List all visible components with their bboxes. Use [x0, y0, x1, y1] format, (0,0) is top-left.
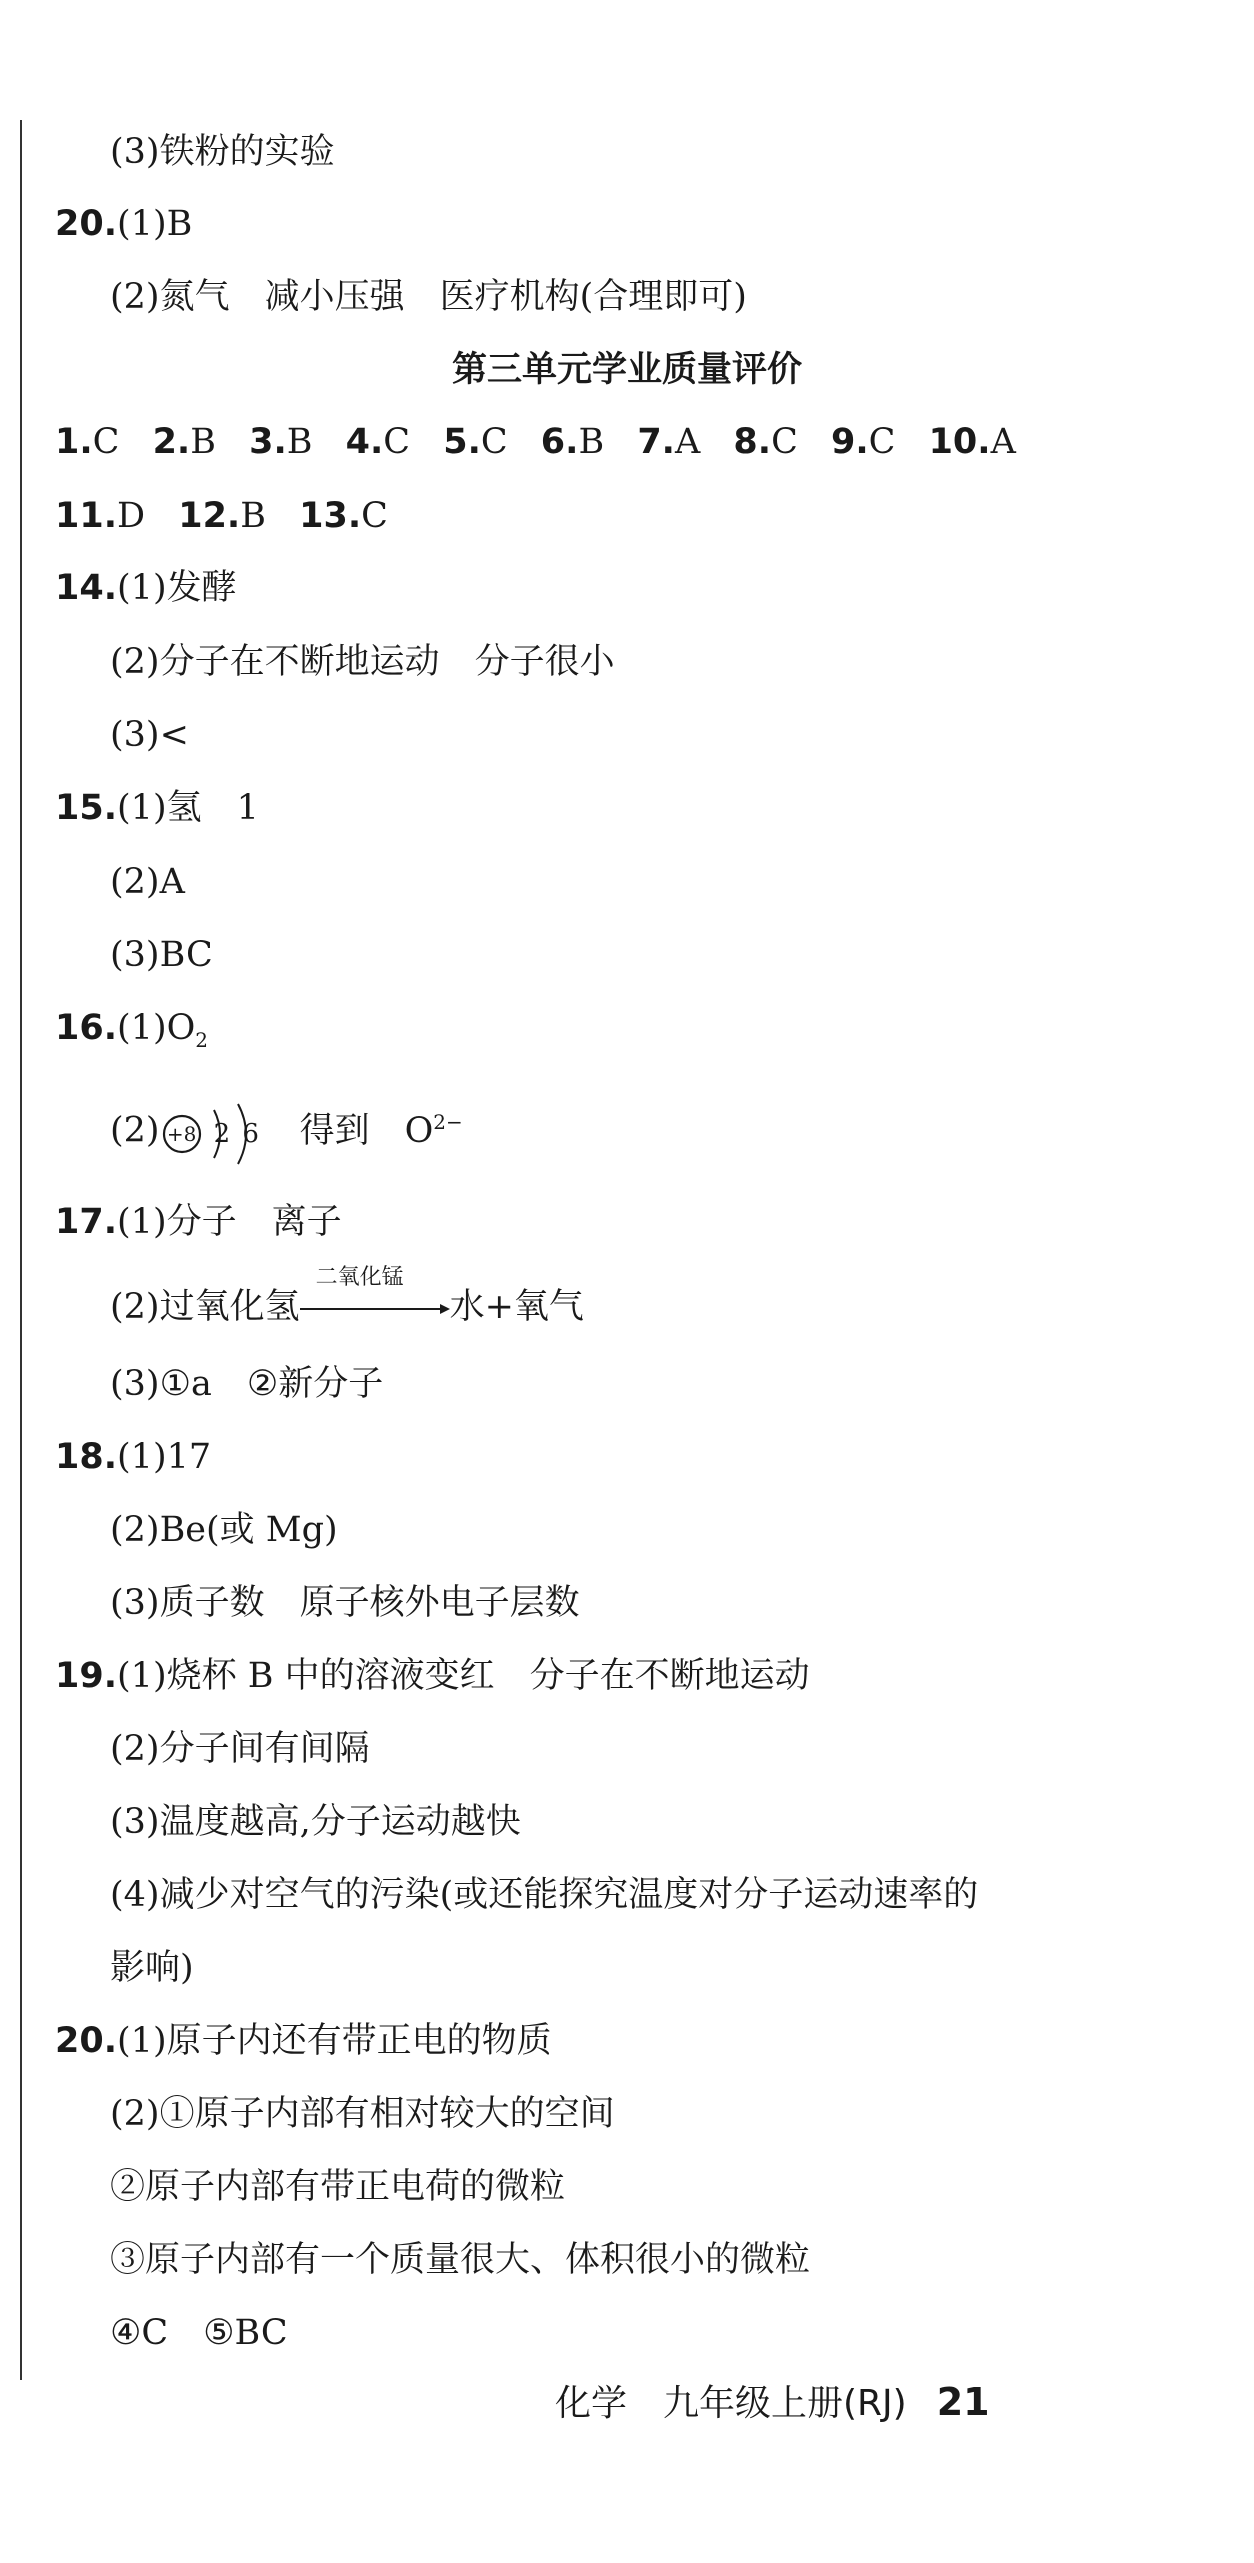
mc-item — [249, 422, 312, 462]
question-number: 5. — [443, 422, 481, 462]
mc-answer: C — [868, 422, 896, 462]
section-title: 第三单元学业质量评价 — [451, 350, 802, 390]
mc-item — [831, 422, 895, 462]
mc-answer: C — [361, 496, 388, 536]
answer-text: (1)氢 1 — [117, 788, 259, 828]
superscript: 2− — [433, 1110, 463, 1134]
mc-item — [55, 422, 119, 462]
answer-line: ③原子内部有一个质量很大、体积很小的微粒 — [110, 2240, 811, 2280]
question-18-part1 — [55, 1435, 211, 1479]
mc-answers-row2 — [55, 494, 410, 538]
answer-text: (1)B — [117, 204, 193, 244]
mc-answer: D — [117, 496, 146, 536]
mc-item — [637, 422, 700, 462]
mc-answer: B — [286, 422, 313, 462]
question-number: 14. — [55, 568, 118, 608]
answer-line: (2)A — [110, 862, 185, 902]
mc-answer: C — [383, 422, 411, 462]
answer-text: (1)分子 离子 — [117, 1202, 342, 1242]
question-number: 4. — [345, 422, 384, 462]
answer-text: (1)烧杯 B 中的溶液变红 分子在不断地运动 — [117, 1656, 810, 1696]
question-number: 19. — [55, 1656, 118, 1696]
mc-item — [153, 422, 216, 462]
mc-answer: B — [190, 422, 216, 462]
mc-answer: A — [674, 422, 701, 462]
question-20b-part1 — [55, 2019, 552, 2063]
answer-text: (2)过氧化氢 — [110, 1287, 300, 1327]
answer-line: (3)铁粉的实验 — [110, 132, 335, 172]
electron-count: 2 6 — [213, 1119, 261, 1150]
question-16-part1 — [55, 1006, 208, 1062]
answer-line: ②原子内部有带正电荷的微粒 — [110, 2167, 566, 2207]
mc-item — [443, 422, 507, 462]
question-17-part2 — [110, 1264, 584, 1331]
mc-answer: A — [990, 422, 1016, 462]
question-number: 6. — [540, 422, 579, 462]
answer-text: 水+氧气 — [449, 1287, 584, 1327]
question-number: 9. — [830, 422, 869, 462]
answer-line: (3)温度越高,分子运动越快 — [110, 1802, 521, 1842]
subscript: 2 — [195, 1028, 209, 1052]
answer-line: (2)分子在不断地运动 分子很小 — [110, 642, 615, 682]
question-number: 20. — [55, 204, 118, 244]
answer-text: 得到 O — [299, 1110, 434, 1151]
page-footer — [555, 2380, 990, 2426]
question-number: 12. — [178, 496, 241, 536]
question-19-part1 — [55, 1654, 810, 1698]
footer-subject: 化学 九年级上册(RJ) — [555, 2383, 907, 2424]
mc-item — [541, 422, 604, 462]
mc-item — [178, 496, 266, 536]
question-number: 3. — [249, 422, 287, 462]
mc-answer: C — [92, 422, 120, 462]
answer-text: (1)17 — [117, 1437, 212, 1477]
nucleus-charge: +8 — [166, 1122, 197, 1147]
catalyst-label: 二氧化锰 — [315, 1264, 404, 1290]
mc-answer: C — [771, 422, 798, 462]
mc-answer: B — [578, 422, 605, 462]
mc-item — [55, 496, 145, 536]
answer-line: (3)< — [110, 715, 189, 755]
answer-line: 影响) — [110, 1948, 194, 1988]
page-number: 21 — [936, 2380, 990, 2424]
question-16-part2 — [110, 1090, 463, 1163]
question-number: 16. — [55, 1008, 118, 1048]
left-margin-rule — [20, 120, 22, 2380]
question-number: 8. — [733, 422, 772, 462]
answer-line: (3)BC — [110, 935, 213, 975]
mc-item — [346, 422, 410, 462]
answer-line: (4)减少对空气的污染(或还能探究温度对分子运动速率的 — [110, 1875, 979, 1915]
answer-line: (3)质子数 原子核外电子层数 — [110, 1583, 580, 1623]
question-15-part1 — [55, 786, 259, 830]
arrow-svg — [300, 1287, 450, 1331]
question-number: 15. — [55, 788, 118, 828]
mc-item — [929, 422, 1016, 462]
question-number: 2. — [152, 422, 191, 462]
question-20-part1 — [55, 202, 192, 246]
mc-item — [299, 496, 388, 536]
mc-answers-row1 — [55, 420, 1038, 464]
mc-item — [733, 422, 797, 462]
mc-answer: C — [480, 422, 508, 462]
atom-structure-diagram — [160, 1102, 280, 1162]
question-number: 7. — [637, 422, 675, 462]
answer-line: ④C ⑤BC — [110, 2313, 288, 2353]
mc-answer: B — [240, 496, 266, 536]
question-14-part1 — [55, 566, 237, 610]
question-17-part1 — [55, 1200, 342, 1244]
answer-text: (1)O — [117, 1008, 196, 1048]
question-number: 18. — [55, 1437, 118, 1477]
question-number: 11. — [55, 496, 118, 536]
question-number: 17. — [55, 1202, 118, 1242]
answer-line: (2)①原子内部有相对较大的空间 — [110, 2094, 615, 2134]
question-number: 1. — [55, 422, 93, 462]
answer-line: (3)①a ②新分子 — [110, 1364, 384, 1404]
answer-text: (1)发酵 — [117, 568, 237, 608]
reaction-arrow — [300, 1264, 450, 1331]
answer-text: (2) — [110, 1110, 160, 1151]
question-number: 10. — [928, 422, 991, 462]
answer-text: (1)原子内还有带正电的物质 — [117, 2021, 552, 2061]
question-number: 13. — [299, 496, 362, 536]
answer-line: (2)Be(或 Mg) — [110, 1510, 338, 1550]
answer-line: (2)氮气 减小压强 医疗机构(合理即可) — [110, 277, 747, 317]
answer-line: (2)分子间有间隔 — [110, 1729, 370, 1769]
question-number: 20. — [55, 2021, 118, 2061]
